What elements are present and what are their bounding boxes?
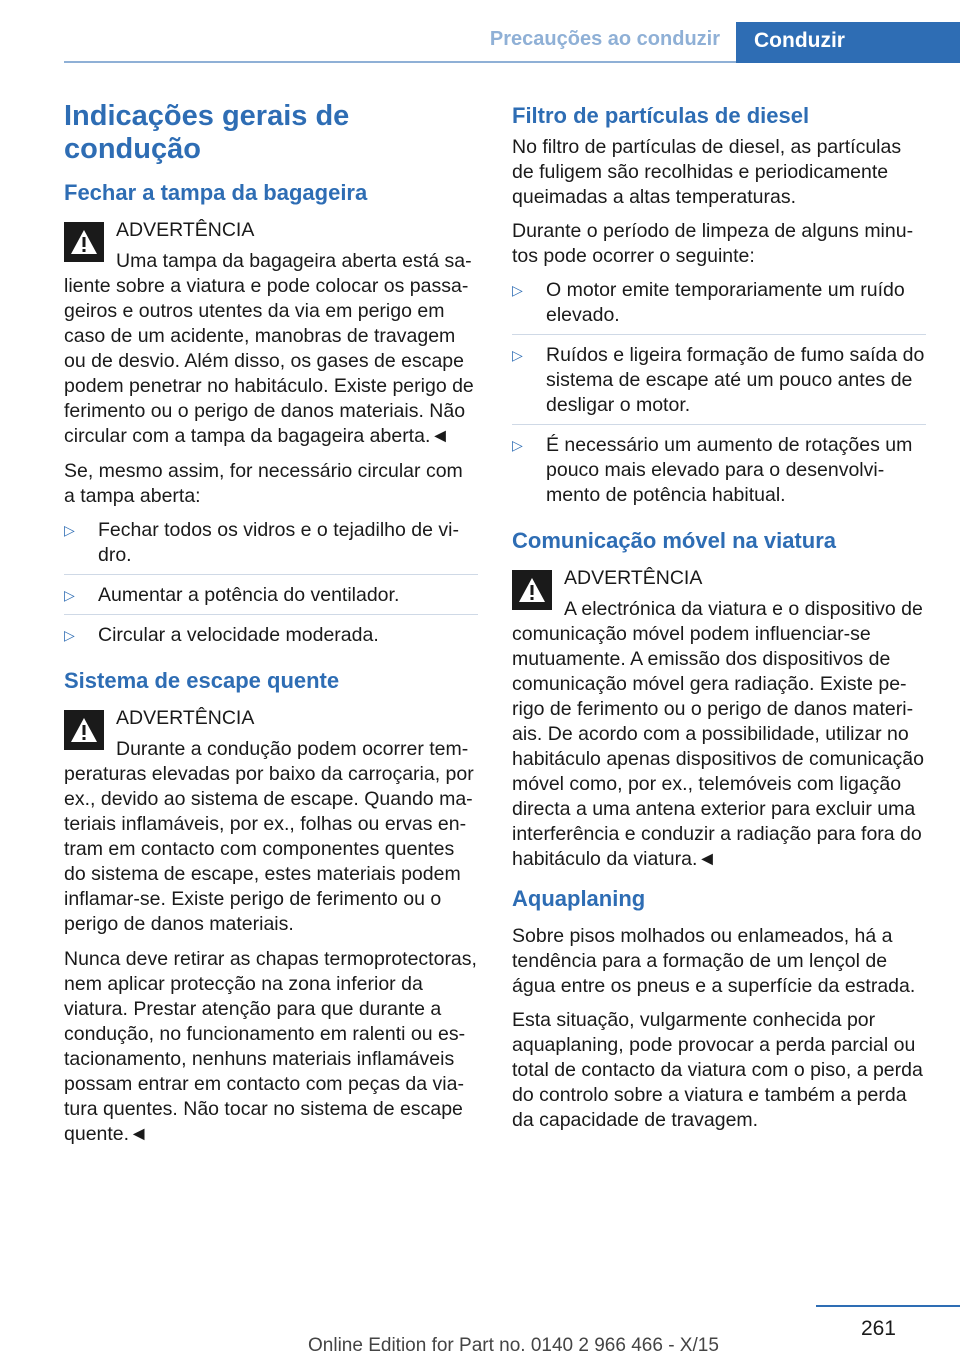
section-title-trunk-lid: Fechar a tampa da bagageira [64,180,368,205]
bullet-triangle-icon: ▷ [64,627,75,643]
page-title: Indicações gerais de condução [64,100,350,165]
list-item: ▷ É necessário um aumento de rotações um pouco mais elevado para o desenvolvimento de potência habitual. [512,434,913,506]
warning-label: ADVERTÊNCIA [116,707,255,729]
page-number: 261 [860,1317,896,1340]
paragraph: Esta situação, vulgarmente conhecida por aquaplaning, pode provocar a perda parcial ou total de contacto da viatura com o piso, a perda do controlo sobre a viatura e também a perda da capacidade de travagem. [512,1009,923,1131]
bullet-list-diesel [512,278,926,514]
section-title-aquaplaning: Aquaplaning [512,886,646,911]
footer-edition: Online Edition for Part no. 0140 2 966 466 - X/15 [308,1335,719,1356]
bullet-list-trunk [64,518,478,654]
warning-block-exhaust [64,706,478,937]
warning-text: Uma tampa da bagageira aberta está saliente sobre a viatura e pode colocar os passageiros e outros utentes da via em perigo em caso de um acidente, manobras de travagem ou de desvio. Além disso, os gases de escape podem penetrar no habitáculo. Existe perigo de ferimento ou o perigo de danos materiais. Não circular com a tampa da bagageira aberta.◄ [64,250,474,447]
bullet-triangle-icon: ▷ [512,437,523,453]
left-column [64,100,478,1156]
list-item: ▷ Circular a velocidade moderada. [64,624,379,646]
paragraph: Durante o período de limpeza de alguns minutos pode ocorrer o seguinte: [512,220,914,267]
bullet-triangle-icon: ▷ [64,587,75,603]
section-title-diesel-filter: Filtro de partículas de diesel [512,103,810,128]
section-title-hot-exhaust: Sistema de escape quente [64,668,340,693]
paragraph: No filtro de partículas de diesel, as partículas de fuligem são recolhidas e periodicamente queimadas a altas temperaturas. [512,136,902,208]
warning-text: Durante a condução podem ocorrer temperaturas elevadas por baixo da carroçaria, por ex., devido ao sistema de escape. Quando materiais inflamáveis, por ex., folhas ou ervas entram em contacto com componentes quentes do sistema de escape, estes materiais podem inflamar-se. Existe perigo de ferimento ou o perigo de danos materiais. [64,738,474,935]
bullet-triangle-icon: ▷ [64,522,75,538]
list-item: ▷ O motor emite temporariamente um ruído elevado. [512,278,926,335]
header-chapter-tab: Conduzir [736,22,960,63]
bullet-triangle-icon: ▷ [512,347,523,363]
list-item: ▷ Aumentar a potência do ventilador. [64,583,478,615]
header-section-title: Precauções ao conduzir [489,28,720,50]
paragraph: Se, mesmo assim, for necessário circular com a tampa aberta: [64,460,463,507]
list-item: ▷ Fechar todos os vidros e o tejadilho de vidro. [64,518,478,575]
warning-label: ADVERTÊNCIA [564,567,703,589]
section-title-mobile-comm: Comunicação móvel na viatura [512,528,836,553]
paragraph: Sobre pisos molhados ou enlameados, há a tendência para a formação de um lençol de água entre os pneus e a superfície da estrada. [512,925,916,997]
warning-triangle-icon [64,710,104,750]
footer-rule [816,1305,960,1307]
warning-block-trunk [64,218,478,449]
warning-block-mobile [512,566,926,872]
paragraph: Nunca deve retirar as chapas termoprotectoras, nem aplicar protecção na zona inferior da viatura. Prestar atenção para que durante a condução, no funcionamento em ralenti ou estacionamento, nenhuns materiais inflamáveis possam entrar em contacto com peças da viatura quentes. Não tocar no sistema de escape quente.◄ [64,948,477,1145]
bullet-triangle-icon: ▷ [512,282,523,298]
list-item: ▷ Ruídos e ligeira formação de fumo saída do sistema de escape até um pouco antes de desligar o motor. [512,343,926,425]
warning-triangle-icon [512,570,552,610]
warning-text: A electrónica da viatura e o dispositivo de comunicação móvel podem influenciar-se mutuamente. A emissão dos dispositivos de comunicação móvel gera radiação. Existe perigo de ferimento ou o perigo de danos materiais. De acordo com a possibilidade, utilizar no habitáculo apenas dispositivos de comunicação móvel como, por ex., telemóveis com ligação directa a uma antena exterior para excluir uma interferência e conduzir a radiação para fora do habitáculo da viatura.◄ [512,598,924,870]
warning-triangle-icon [64,222,104,262]
warning-label: ADVERTÊNCIA [116,219,255,241]
right-column [512,100,926,1142]
